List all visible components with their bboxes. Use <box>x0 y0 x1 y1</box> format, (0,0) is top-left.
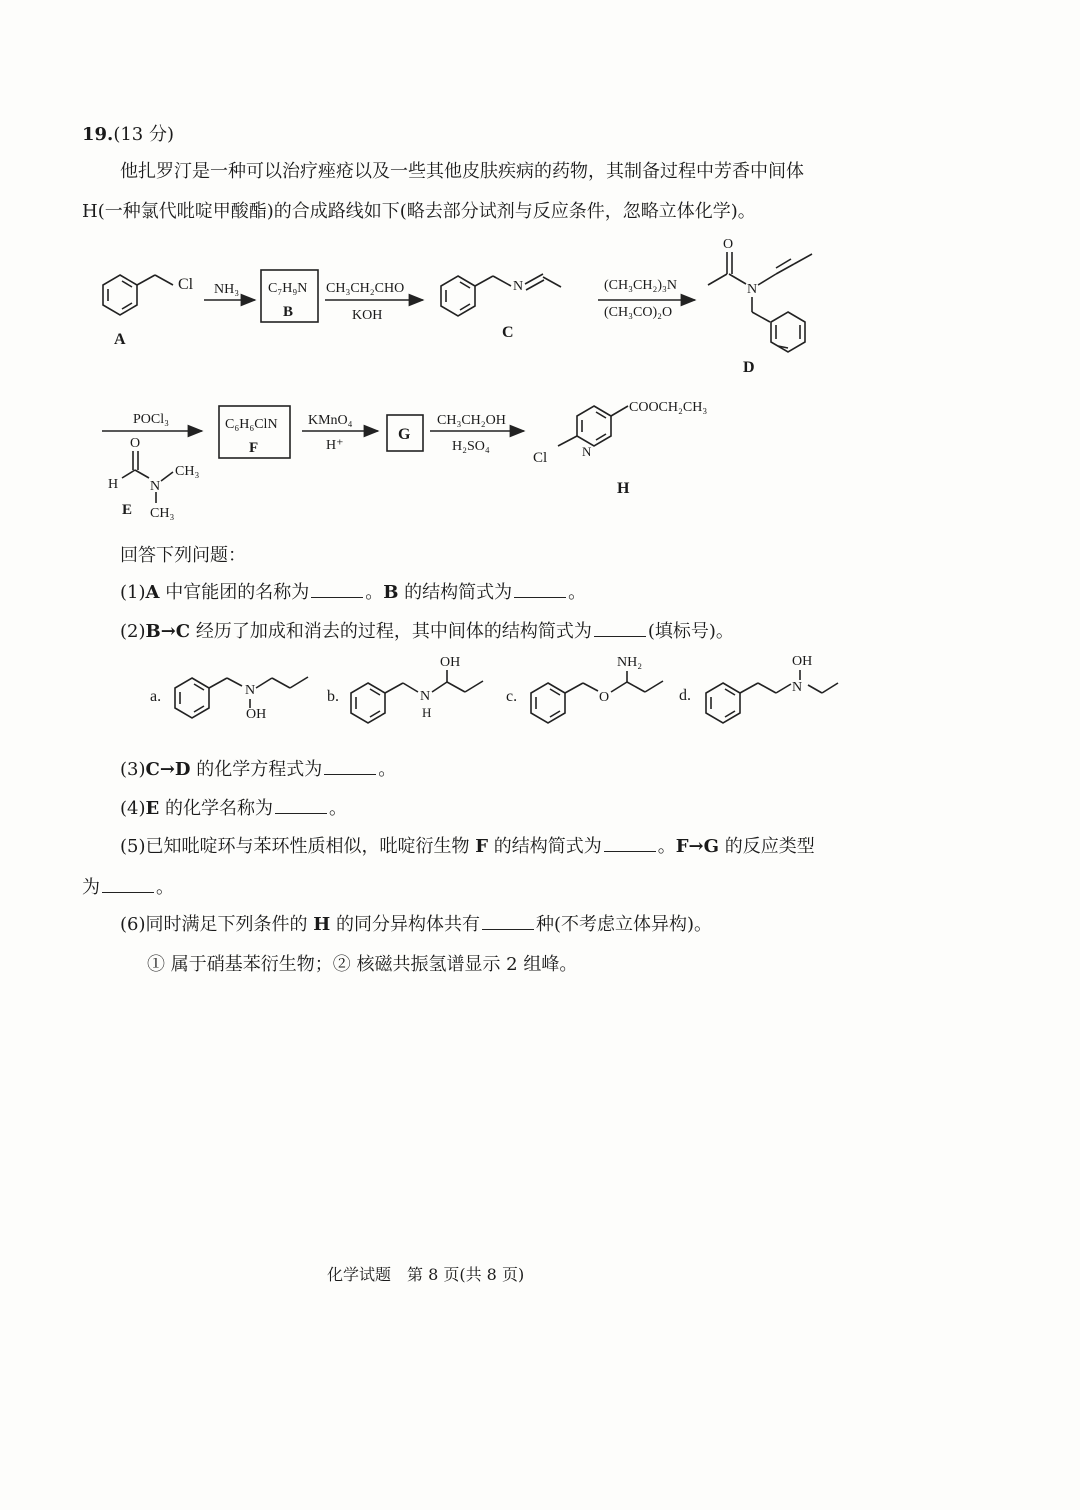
option-d-tag: d. <box>679 687 691 704</box>
arrow-step3 <box>598 278 695 320</box>
question-5-line-1 <box>120 832 815 858</box>
q1-compound-b: B <box>383 582 399 603</box>
option-d-structure <box>679 654 838 723</box>
label-F: F <box>249 440 259 456</box>
q5-text-3: 。 <box>657 836 676 857</box>
compound-F-box <box>219 406 290 458</box>
H-chlorine: Cl <box>533 450 548 466</box>
q2-reaction: B→C <box>145 621 191 642</box>
q5-text-1: (5)已知吡啶环与苯环性质相似，吡啶衍生物 <box>120 836 476 857</box>
arrow-step2 <box>325 281 423 323</box>
intro-line-2: H(一种氯代吡啶甲酸酯)的合成路线如下(略去部分试剂与反应条件，忽略立体化学)。 <box>82 201 756 222</box>
reagent-propanal: CH₃CH₂CHO <box>326 281 405 296</box>
reagent-nh3: NH₃ <box>214 282 240 297</box>
arrow-step5 <box>302 413 378 453</box>
q1-text-2: 。 <box>365 582 384 603</box>
q4-text-1: 的化学名称为 <box>159 798 273 819</box>
q6-compound-h: H <box>313 914 331 935</box>
q2-blank[interactable] <box>594 635 646 637</box>
arrow-step1 <box>204 282 255 300</box>
option-b-hydroxyl: OH <box>440 655 461 670</box>
option-c-amine: NH₂ <box>617 655 643 670</box>
label-B: B <box>283 304 294 320</box>
option-b-nitrogen: N <box>420 689 431 704</box>
q4-number: (4) <box>120 798 146 819</box>
q5-text-5: 为 <box>82 877 100 898</box>
q2-text-1: 经历了加成和消去的过程，其中间体的结构简式为 <box>190 621 592 642</box>
compound-D <box>708 237 812 376</box>
q3-text-1: 的化学方程式为 <box>190 759 323 780</box>
reagent-acetic-anhydride: (CH₃CO)₂O <box>604 305 673 320</box>
q3-number: (3) <box>120 759 146 780</box>
q5-compound-f: F <box>475 836 488 857</box>
q6-text-1: (6)同时满足下列条件的 <box>120 914 314 935</box>
intro-line-1: 他扎罗汀是一种可以治疗痤疮以及一些其他皮肤疾病的药物，其制备过程中芳香中间体 <box>120 161 804 182</box>
arrow-step6 <box>430 413 524 454</box>
question-3 <box>120 755 396 781</box>
option-a-structure <box>150 677 308 722</box>
label-H: H <box>617 480 630 497</box>
option-b-structure <box>327 655 483 723</box>
q1-text-1: 中官能团的名称为 <box>159 582 310 603</box>
q1-compound-a: A <box>145 582 160 603</box>
reagent-acid: H⁺ <box>326 438 344 453</box>
question-5-line-2 <box>82 873 174 899</box>
option-a-hydroxyl: OH <box>246 707 267 722</box>
reagent-sulfuric-acid: H₂SO₄ <box>452 439 490 454</box>
q5-text-6: 。 <box>156 877 174 898</box>
reagent-kmno4: KMnO₄ <box>308 413 353 428</box>
option-c-tag: c. <box>506 688 518 705</box>
q3-blank[interactable] <box>324 773 376 775</box>
question-6-conditions: ① 属于硝基苯衍生物；② 核磁共振氢谱显示 2 组峰。 <box>147 954 578 975</box>
option-c-oxygen: O <box>599 690 610 705</box>
q6-text-2: 的同分异构体共有 <box>330 914 480 935</box>
q2-text-2: (填标号)。 <box>647 621 734 642</box>
page-footer: 化学试题 第 8 页(共 8 页) <box>327 1265 525 1284</box>
option-b-tag: b. <box>327 688 339 705</box>
reagent-triethylamine: (CH₃CH₂)₃N <box>604 278 677 293</box>
option-a-tag: a. <box>150 688 162 705</box>
B-formula: C₇H₉N <box>268 281 308 296</box>
q1-number: (1) <box>120 582 146 603</box>
E-methyl-1: CH₃ <box>175 464 200 479</box>
compound-G-box <box>387 415 423 451</box>
label-C: C <box>502 324 514 341</box>
question-4 <box>120 794 347 820</box>
compound-H <box>533 400 707 497</box>
reagent-pocl3: POCl₃ <box>133 412 170 427</box>
q1-blank-1[interactable] <box>311 596 363 598</box>
label-A: A <box>114 331 126 348</box>
q6-blank[interactable] <box>482 928 534 930</box>
label-E: E <box>122 502 133 518</box>
E-hydrogen: H <box>108 477 119 492</box>
q1-blank-2[interactable] <box>514 596 566 598</box>
compound-B-box <box>261 270 318 322</box>
option-a-nitrogen: N <box>245 683 256 698</box>
E-methyl-2: CH₃ <box>150 506 175 521</box>
compound-C <box>441 274 561 341</box>
q5-text-4: 的反应类型 <box>718 836 815 857</box>
q2-number: (2) <box>120 621 146 642</box>
question-number: 19. <box>82 124 114 145</box>
compound-A <box>103 275 194 348</box>
q6-text-3: 种(不考虑立体异构)。 <box>535 914 713 935</box>
q4-compound-e: E <box>145 798 160 819</box>
D-oxygen: O <box>723 237 734 252</box>
q1-text-3: 的结构简式为 <box>398 582 513 603</box>
q3-reaction: C→D <box>145 759 191 780</box>
question-score: (13 分) <box>113 124 174 145</box>
H-nitrogen: N <box>582 444 592 459</box>
C-nitrogen: N <box>513 279 524 294</box>
E-nitrogen: N <box>150 479 161 494</box>
A-chlorine: Cl <box>178 276 194 293</box>
option-d-nitrogen: N <box>792 680 803 695</box>
q5-blank-2[interactable] <box>102 891 154 893</box>
q4-blank[interactable] <box>275 812 327 814</box>
question-1 <box>120 578 586 604</box>
E-oxygen: O <box>130 436 141 451</box>
question-2 <box>120 617 734 643</box>
question-6 <box>120 910 712 936</box>
option-c-structure <box>506 655 663 723</box>
H-ester-group: COOCH₂CH₃ <box>629 400 708 415</box>
reagent-koh: KOH <box>352 308 383 323</box>
q5-reaction: F→G <box>675 836 719 857</box>
reagent-ethanol: CH₃CH₂OH <box>437 413 506 428</box>
label-G: G <box>398 426 411 443</box>
option-d-hydroxyl: OH <box>792 654 813 669</box>
q4-text-2: 。 <box>328 798 347 819</box>
q1-text-4: 。 <box>568 582 587 603</box>
label-D: D <box>743 359 755 376</box>
F-formula: C₆H₆ClN <box>225 417 278 432</box>
q5-blank-1[interactable] <box>604 850 656 852</box>
q5-text-2: 的结构简式为 <box>488 836 602 857</box>
arrow-step4 <box>102 412 202 521</box>
D-nitrogen: N <box>747 282 758 297</box>
q3-text-2: 。 <box>378 759 397 780</box>
answer-prompt: 回答下列问题： <box>120 545 246 566</box>
option-b-hydrogen: H <box>422 705 432 720</box>
